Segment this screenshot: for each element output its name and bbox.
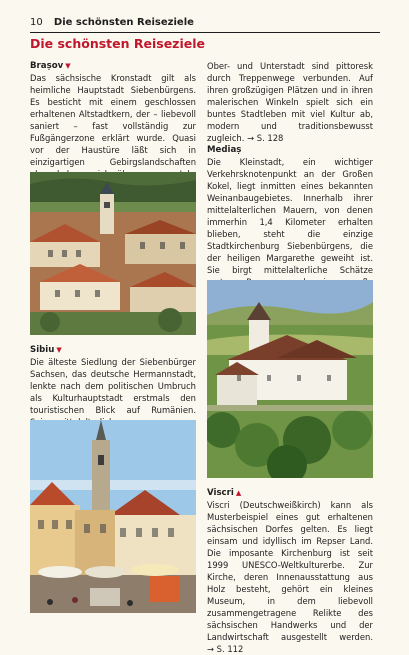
photo-sibiu-square <box>30 420 196 613</box>
down-triangle-icon: ▼ <box>65 62 71 70</box>
photo-viscri-fortified-church <box>207 280 373 478</box>
down-triangle-icon: ▼ <box>56 346 62 354</box>
photo-brasov-rooftops <box>30 172 196 335</box>
paragraph-viscri: Viscri (Deutschweißkirch) kann als Musterbeispiel eines gut erhaltenen sächsischen Dorfes gelten. Es liegt einsam und idyllisch im Repser Land. Die imposante Kirchenburg ist seit 1999 UNESCO-Weltkulturerbe. Zur Kirche, deren Innenausstattung aus Holz besteht, gehört ein kleines Museum, in dem liebevoll zusammengetragene Relikte des sächsischen Handwerks und der Landwirtschaft ausgestellt werden. → S. 112 <box>207 500 373 654</box>
section-viscri <box>207 487 373 655</box>
page-title: Die schönsten Reiseziele <box>30 36 205 51</box>
page-reference: → S. 112 <box>207 644 244 654</box>
heading-sibiu: Sibiu ▼ <box>30 345 62 355</box>
heading-medias: Mediaș <box>207 145 242 155</box>
up-triangle-icon: ▲ <box>235 489 242 497</box>
page-reference: → S. 128 <box>247 133 284 143</box>
paragraph-sibiu-part2: Ober- und Unterstadt sind pittoresk durch Treppenwege verbunden. Auf ihren großzügigen Plätzen und in ihren malerischen Winkeln spielt sich ein buntes Stadtleben mit viel Kultur ab, modern und traditionsbewusst zugleich. → S. 128 <box>207 61 373 143</box>
section-sibiu-continued <box>207 60 373 144</box>
paragraph-sibiu-part1: Die älteste Siedlung der Siebenbürger Sachsen, das deutsche Hermannstadt, lenkte nach dem politischen Umbruch als Kulturhauptstadt erstmals den touristischen Blick auf Rumänien. <box>30 357 196 415</box>
header-title: Die schönsten Reiseziele <box>53 17 194 28</box>
heading-brasov: Brașov ▼ <box>30 61 71 71</box>
paragraph-medias: Die Kleinstadt, ein wichtiger Verkehrsknotenpunkt an der Großen Kokel, liegt inmitten eines bekannten Weinanbaugebietes. Innerhalb ihrer mittelalterlichen Mauern, von denen immerhin 1,4 Kilometer erhalten blieben, steht die einzige Stadtkirchenburg Siebenbürgens, die der heiligen Margarethe geweiht ist. Sie birgt mittelalterliche Schätze <box>207 156 373 300</box>
heading-viscri: Viscri ▲ <box>207 488 242 498</box>
page-number: 10 <box>30 17 43 28</box>
section-sibiu <box>30 344 196 428</box>
section-medias <box>207 144 373 300</box>
paragraph-brasov: Das sächsische Kronstadt gilt als heimliche Hauptstadt Siebenbürgens. Es besticht mit einem geschlossen erhaltenen Altstadtkern, der – liebevoll saniert – fast vollständig zur Fußgängerzone erklärt wurde. Quasi vor der Haustüre läßt sich in einzigartigen Gebirgslandschaften <box>30 72 196 192</box>
running-header <box>30 15 380 33</box>
